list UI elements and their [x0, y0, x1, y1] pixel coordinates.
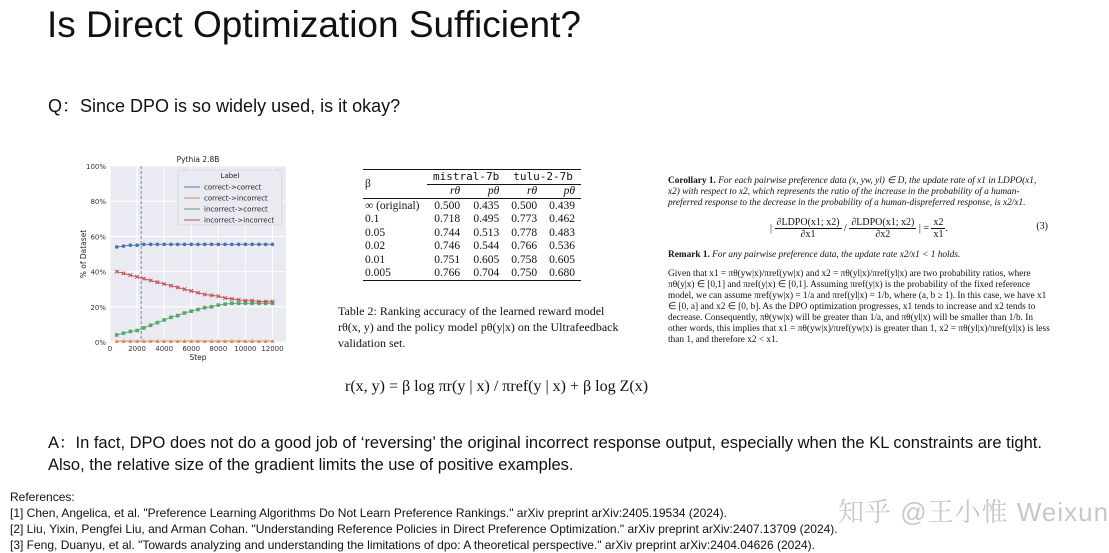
- value-cell: 0.495: [473, 213, 500, 226]
- beta-cell: 0.05: [365, 226, 386, 239]
- subheader: rθ: [449, 185, 461, 198]
- frac-den: ∂x2: [875, 229, 891, 240]
- x-tick-label: 12000: [261, 345, 284, 353]
- data-point: [115, 333, 119, 337]
- data-point: [271, 243, 275, 247]
- reward-formula: r(x, y) = β log πr(y | x) / πref(y | x) + β log Z(x): [345, 378, 649, 395]
- value-cell: 0.746: [434, 240, 461, 253]
- remark-statement: [668, 250, 1050, 261]
- value-cell: 0.500: [434, 199, 461, 212]
- legend-label: correct->correct: [204, 183, 262, 192]
- reference-item: [3] Feng, Duanyu, et al. "Towards analyzing and understanding the limitations of dpo: A theoretical perspective." arXiv preprint arXiv:2404.04626 (2024).: [10, 538, 815, 552]
- beta-cell: ∞ (original): [365, 199, 420, 212]
- remark-text: For any pairwise preference data, the update rate x2/x1 < 1 holds.: [712, 250, 961, 260]
- data-point: [217, 303, 221, 307]
- value-cell: 0.750: [511, 267, 538, 280]
- value-cell: 0.605: [473, 253, 500, 266]
- data-point: [237, 243, 241, 247]
- value-cell: 0.766: [511, 240, 538, 253]
- legend-label: incorrect->correct: [204, 205, 268, 214]
- value-cell: 0.513: [473, 226, 500, 239]
- legend-title: Label: [220, 172, 240, 180]
- y-tick-label: 100%: [85, 163, 106, 171]
- subheader: pθ: [563, 185, 575, 198]
- y-tick-label: 40%: [90, 268, 106, 277]
- value-cell: 0.751: [434, 253, 461, 266]
- ranking-accuracy-table: [363, 169, 581, 281]
- subheader: pθ: [487, 185, 500, 198]
- data-point: [169, 316, 173, 320]
- value-cell: 0.462: [549, 213, 575, 226]
- data-point: [122, 331, 126, 335]
- pythia-chart: [78, 150, 293, 372]
- watermark: 知乎 @王小惟 Weixun: [838, 497, 1109, 527]
- data-point: [203, 306, 207, 310]
- subheader: rθ: [526, 185, 538, 198]
- data-point: [176, 314, 180, 318]
- beta-cell: 0.1: [365, 213, 380, 226]
- data-point: [183, 243, 187, 247]
- value-cell: 0.744: [434, 226, 461, 239]
- data-point: [203, 243, 207, 247]
- data-point: [264, 243, 268, 247]
- reference-item: [1] Chen, Angelica, et al. "Preference Learning Algorithms Do Not Learn Preference Rankings." arXiv preprint arXiv:2405.19534 (2024).: [10, 506, 727, 520]
- data-point: [149, 323, 153, 327]
- data-point: [129, 330, 133, 334]
- frac-den: x1: [933, 229, 944, 240]
- value-cell: 0.536: [549, 240, 575, 253]
- data-point: [162, 318, 166, 322]
- table-row: [363, 240, 581, 254]
- proof-text: Given that x1 = πθ(yw|x)/πref(yw|x) and x2 = πθ(yl|x)/πref(yl|x) are two probability ratios, where πθ(y|x) ∈ [0,1] and πref(y|x) ∈ [0,1]. Assuming πref(y|x) is the probability of the fixed reference model, we can assume πref(yw|x) = 1/a and πref(yl|x) = 1/b, where (a, b ≥ 1). In this case, we have x1 ∈ [0, a] and x2 ∈ [0, b]. As the DPO optimization progresses, x1 tends to increase and x2 tends to decrease. Consequently, πθ(yw|x) will be greater than 1/a, and πθ(yl|x) will be smaller than 1/b. In other words, this implies that x1 = πθ(yw|x)/πref(yw|x) is greater than 1, x2 = πθ(yl|x)/πref(yl|x) is less than 1, and therefore x2 < x1.: [668, 269, 1050, 345]
- equation-fraction: [775, 217, 842, 240]
- corollary-block: [668, 176, 1050, 346]
- data-point: [156, 321, 160, 325]
- corollary-equation: | $\frac{\text{∂LDPO(x1; x2)}}{\partial x1}$ / $\frac{\text{∂LDPO(x1; x2)}}{\partial x2}$ | = $\frac{x2}{x1}$ . (3): [770, 217, 1048, 240]
- x-axis-label: Step: [189, 353, 207, 362]
- value-cell: 0.500: [511, 199, 538, 212]
- x-tick-label: 10000: [234, 345, 257, 353]
- equation-number: (3): [1036, 221, 1048, 232]
- x-tick-label: 8000: [209, 345, 228, 353]
- legend-label: incorrect->incorrect: [204, 216, 275, 225]
- question-text: Q：Since DPO is so widely used, is it okay?: [48, 96, 401, 116]
- data-point: [135, 329, 139, 333]
- data-point: [244, 243, 248, 247]
- chart-title: Pythia 2.8B: [176, 155, 220, 164]
- references: [10, 489, 838, 553]
- equation-fraction: [931, 217, 945, 240]
- corollary-heading: Corollary 1.: [668, 176, 716, 186]
- data-point: [250, 243, 254, 247]
- y-tick-label: 60%: [90, 233, 106, 242]
- equation-fraction: [849, 217, 916, 240]
- x-tick-label: 6000: [182, 345, 201, 353]
- model-header: tulu-2-7b: [505, 170, 581, 185]
- value-cell: 0.483: [549, 226, 575, 239]
- frac-num: x2: [933, 217, 944, 228]
- data-point: [217, 243, 221, 247]
- data-point: [176, 243, 180, 247]
- beta-cell: 0.01: [365, 253, 386, 266]
- value-cell: 0.718: [434, 213, 461, 226]
- table-row: [363, 226, 581, 240]
- y-tick-label: 0%: [94, 339, 106, 347]
- data-point: [142, 326, 146, 330]
- value-cell: 0.605: [549, 253, 575, 266]
- corollary-statement: [668, 176, 1050, 209]
- data-point: [183, 311, 187, 315]
- answer-text: A：In fact, DPO does not do a good job of ‘reversing’ the original incorrect response output, especially when the KL constraints are tight. Also, the relative size of the gradient limits the use of positive examples.: [48, 434, 1042, 474]
- data-point: [162, 243, 166, 247]
- data-point: [196, 308, 200, 312]
- beta-header: β: [365, 178, 371, 190]
- y-tick-label: 20%: [90, 303, 106, 312]
- data-point: [156, 243, 160, 247]
- data-point: [115, 245, 119, 249]
- x-tick-label: 0: [107, 345, 113, 353]
- frac-num: ∂LDPO(x1; x2): [851, 217, 915, 228]
- table-row: [363, 267, 581, 281]
- beta-cell: 0.02: [365, 240, 386, 253]
- frac-num: ∂LDPO(x1; x2): [776, 217, 840, 228]
- legend-label: correct->incorrect: [204, 194, 268, 203]
- table-row: [363, 213, 581, 227]
- references-heading: References:: [10, 490, 75, 504]
- data-point: [257, 243, 261, 247]
- corollary-text: For each pairwise preference data (x, yw, yl) ∈ D, the update rate of x1 in LDPO(x1, x2) with respect to x2, which represents the ratio of the increase in the probability of a human-preferred response to the decrease in the probability of a human-dispreferred response, is x2/x1.: [668, 176, 1037, 208]
- reference-item: [2] Liu, Yixin, Pengfei Liu, and Arman Cohan. "Understanding Reference Policies in Direct Preference Optimization." arXiv preprint arXiv:2407.13709 (2024).: [10, 522, 838, 536]
- data-point: [149, 243, 153, 247]
- data-point: [135, 243, 139, 247]
- value-cell: 0.778: [511, 226, 538, 239]
- data-point: [223, 302, 227, 306]
- value-cell: 0.704: [473, 267, 500, 280]
- table-caption: Table 2: Ranking accuracy of the learned reward model rθ(x, y) and the policy model pθ(y|x) on the Ultrafeedback validation set.: [338, 304, 619, 350]
- data-point: [169, 243, 173, 247]
- data-point: [230, 243, 234, 247]
- page-title: Is Direct Optimization Sufficient?: [47, 4, 581, 45]
- data-point: [142, 243, 146, 247]
- data-point: [189, 309, 193, 313]
- value-cell: 0.766: [434, 267, 461, 280]
- value-cell: 0.439: [549, 199, 575, 212]
- table-row: [363, 253, 581, 267]
- beta-cell: 0.005: [365, 267, 391, 280]
- data-point: [129, 243, 133, 247]
- remark-heading: Remark 1.: [668, 250, 710, 260]
- data-point: [237, 301, 241, 305]
- frac-den: ∂x1: [800, 229, 816, 240]
- data-point: [210, 305, 214, 309]
- data-point: [230, 301, 234, 305]
- y-tick-label: 80%: [90, 198, 106, 207]
- value-cell: 0.544: [473, 240, 500, 253]
- value-cell: 0.680: [549, 267, 575, 280]
- y-axis-label: % of Dataset: [79, 229, 88, 279]
- x-tick-label: 2000: [128, 345, 146, 353]
- value-cell: 0.435: [473, 199, 500, 212]
- value-cell: 0.773: [511, 213, 538, 226]
- data-point: [196, 243, 200, 247]
- x-tick-label: 4000: [155, 345, 174, 353]
- data-point: [189, 243, 193, 247]
- data-point: [223, 243, 227, 247]
- model-header: mistral-7b: [427, 170, 505, 185]
- data-point: [122, 244, 126, 248]
- table-row: [363, 199, 581, 213]
- value-cell: 0.758: [511, 253, 538, 266]
- data-point: [210, 243, 214, 247]
